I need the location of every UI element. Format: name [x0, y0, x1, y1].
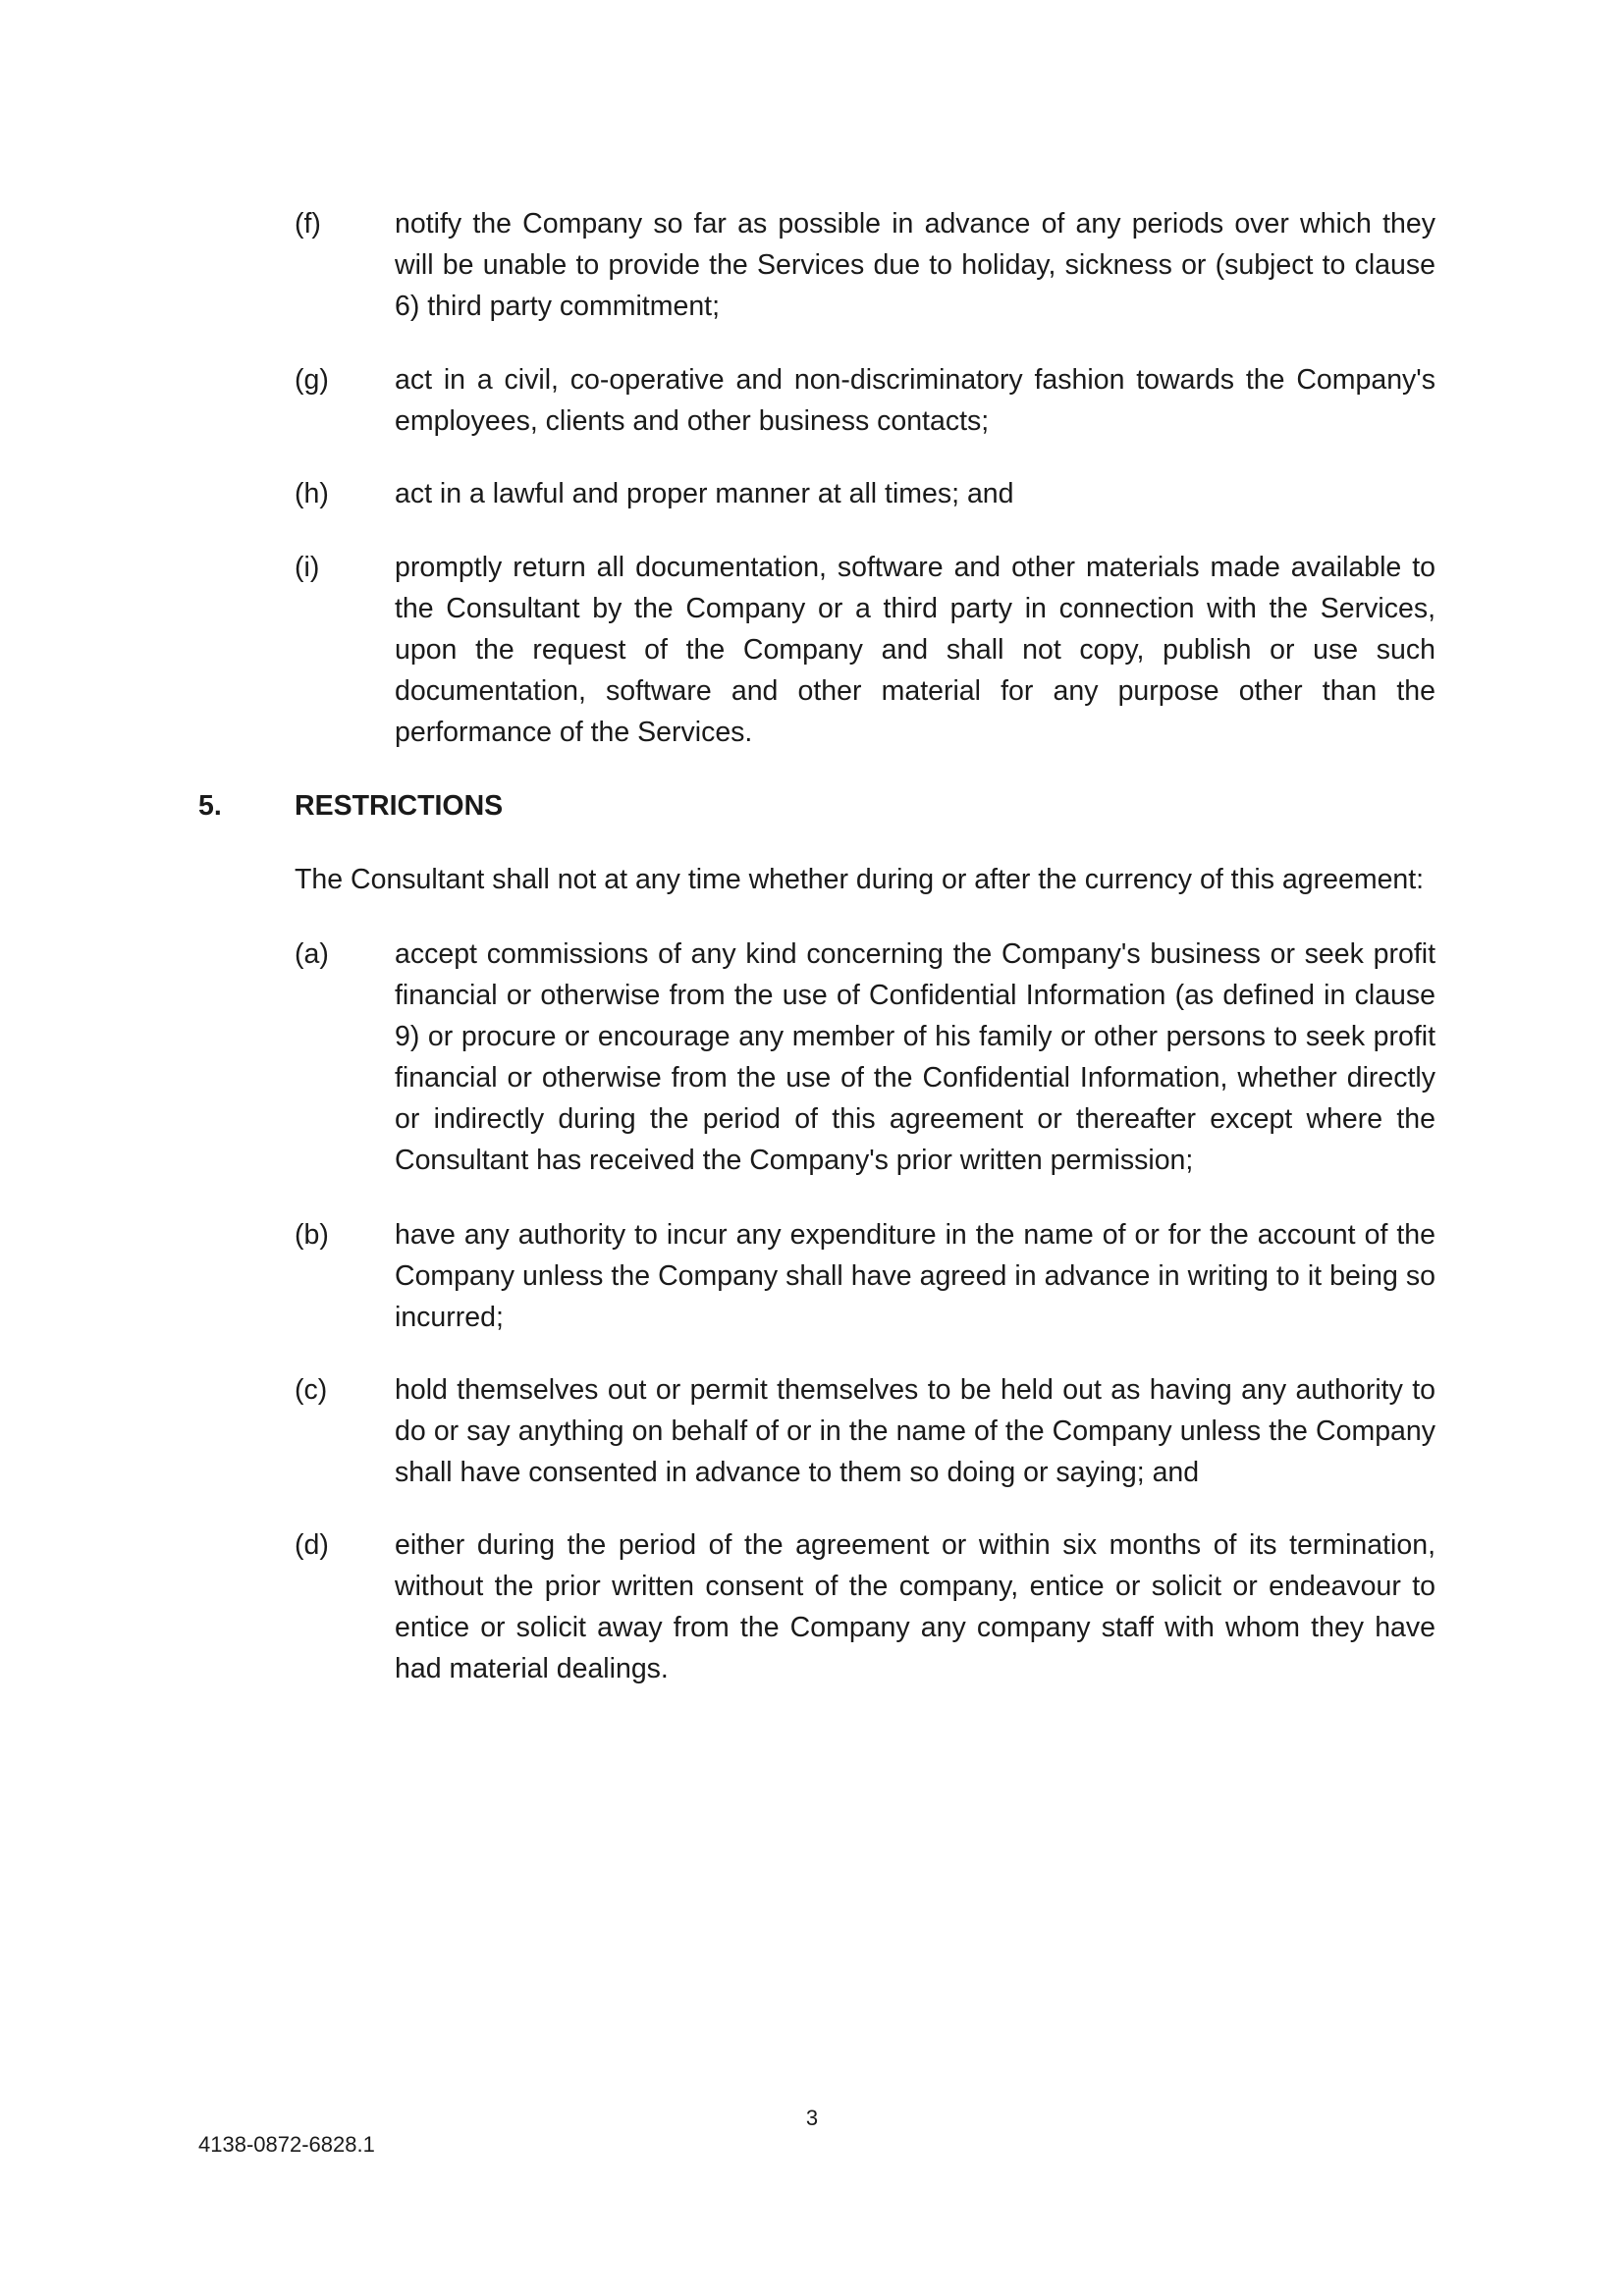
list-item-label: (a) [295, 938, 329, 970]
list-item-b [295, 1214, 1435, 1338]
list-item-text: either during the period of the agreement or within six months of its termination, without the prior written consent of the company, entice or solicit or endeavour to entice or solicit away from the Company any company staff with whom they have had material dealings. [395, 1529, 1435, 1684]
list-item-text: have any authority to incur any expenditure in the name of or for the account of the Company unless the Company shall have agreed in advance in writing to it being so incurred; [395, 1219, 1435, 1333]
section-number: 5. [198, 790, 222, 822]
list-item-label: (i) [295, 552, 320, 583]
list-item-text: promptly return all documentation, software and other materials made available to the Consultant by the Company or a third party in connection with the Services, upon the request of the Company and shall not copy, publish or use such documentation, software and other material for any purpose other than the performance of the Services. [395, 552, 1435, 748]
list-item-label: (d) [295, 1529, 329, 1561]
list-item-c [295, 1369, 1435, 1493]
list-item-text: accept commissions of any kind concerning the Company's business or seek profit financial or otherwise from the use of Confidential Information (as defined in clause 9) or procure or encourage any member of his family or other persons to seek profit financial or otherwise from the use of the Confidential Information, whether directly or indirectly during the period of this agreement or thereafter except where the Consultant has received the Company's prior written permission; [395, 938, 1435, 1176]
list-item-i [295, 547, 1435, 753]
list-item-text: act in a civil, co-operative and non-discriminatory fashion towards the Company's employees, clients and other business contacts; [395, 364, 1435, 437]
section-intro: The Consultant shall not at any time whether during or after the currency of this agreement: [295, 864, 1425, 895]
list-item-f [295, 203, 1435, 327]
list-item-h [295, 473, 1435, 514]
list-item-text: act in a lawful and proper manner at all times; and [395, 478, 1014, 509]
list-item-label: (c) [295, 1374, 328, 1406]
list-item-label: (f) [295, 208, 321, 240]
document-reference: 4138-0872-6828.1 [198, 2132, 375, 2157]
list-item-label: (h) [295, 478, 329, 509]
list-item-label: (b) [295, 1219, 329, 1251]
list-item-g [295, 359, 1435, 442]
page-number: 3 [805, 2106, 819, 2130]
list-item-a [295, 934, 1435, 1181]
list-item-label: (g) [295, 364, 329, 396]
section-title: RESTRICTIONS [295, 790, 504, 822]
list-item-d [295, 1524, 1435, 1689]
list-item-text: notify the Company so far as possible in advance of any periods over which they will be unable to provide the Services due to holiday, sickness or (subject to clause 6) third party commitment; [395, 208, 1435, 322]
list-item-text: hold themselves out or permit themselves to be held out as having any authority to do or say anything on behalf of or in the name of the Company unless the Company shall have consented in advance to them so doing or saying; and [395, 1374, 1435, 1488]
